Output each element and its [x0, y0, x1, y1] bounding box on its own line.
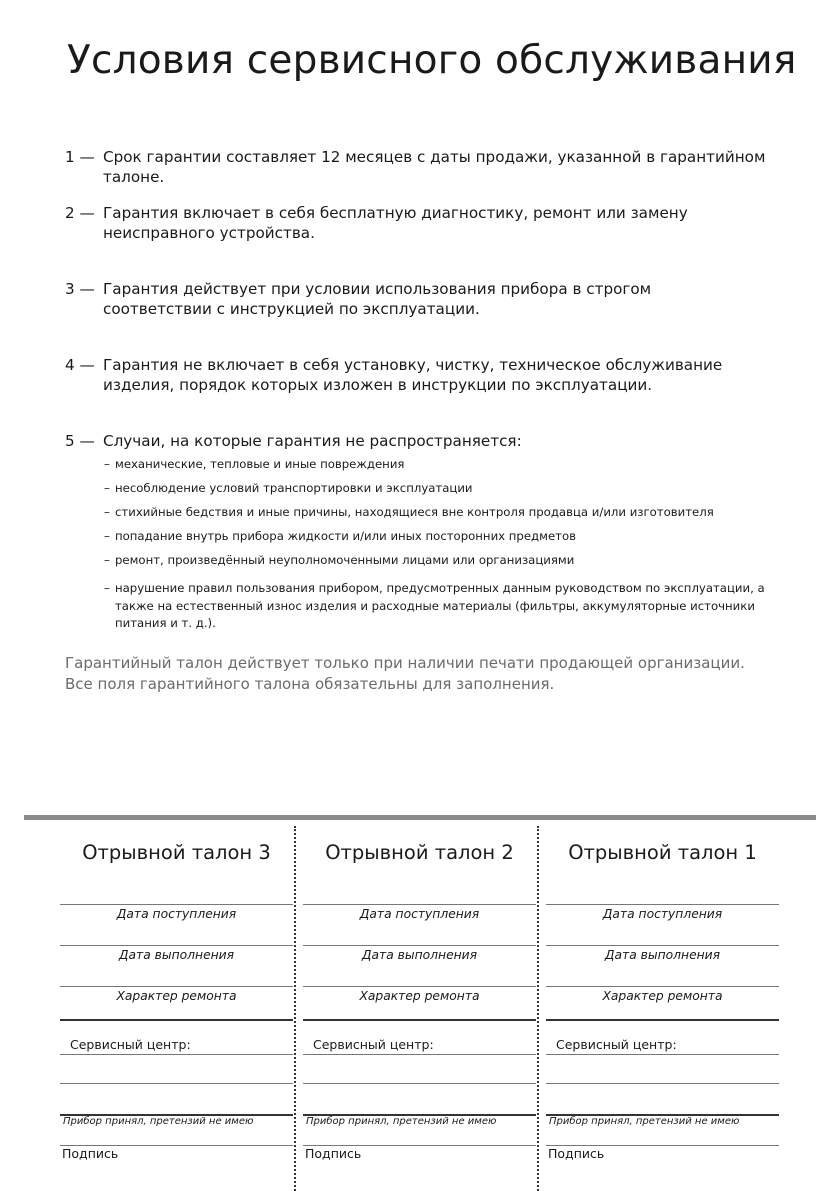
clause-text: Случаи, на которые гарантия не распространяется:: [103, 432, 522, 450]
clause-number: 1 —: [65, 148, 95, 166]
clause-text: Гарантия не включает в себя установку, чистку, техническое обслуживание изделия, порядок которых изложен в инструкции по эксплуатации.: [103, 356, 723, 394]
page-title: Условия сервисного обслуживания: [67, 38, 797, 83]
accepted-label: Прибор принял, претензий не имею: [306, 1116, 497, 1127]
cut-line: [24, 815, 816, 820]
service-center-label: Сервисный центр:: [556, 1037, 677, 1052]
coupon-title: Отрывной талон 2: [325, 841, 514, 864]
exclusion-item: [104, 580, 794, 633]
exclusion-item: [104, 552, 794, 570]
section-divider: [303, 1019, 536, 1021]
clause-4: [65, 355, 795, 395]
tear-off-coupon-2: [303, 826, 536, 1191]
field-received-label: Дата поступления: [602, 907, 723, 921]
field-line: [60, 904, 293, 905]
field-line: [546, 945, 779, 946]
clause-1: [65, 147, 795, 187]
field-line: [60, 986, 293, 987]
field-line: [546, 1054, 779, 1055]
field-completed-label: Дата выполнения: [604, 948, 721, 962]
signature-label: Подпись: [62, 1146, 119, 1161]
dash: –: [104, 457, 110, 471]
note-line-2: Все поля гарантийного талона обязательны для заполнения.: [65, 675, 555, 693]
clause-text: Гарантия включает в себя бесплатную диагностику, ремонт или замену неисправного устройства.: [103, 204, 688, 242]
field-line: [303, 904, 536, 905]
tear-off-coupon-1: [546, 826, 779, 1191]
exclusion-text: стихийные бедствия и иные причины, находящиеся вне контроля продавца и/или изготовителя: [115, 505, 714, 519]
exclusion-text: попадание внутрь прибора жидкости и/или иных посторонних предметов: [115, 529, 576, 543]
field-line: [546, 986, 779, 987]
field-received-label: Дата поступления: [359, 907, 480, 921]
field-line: [546, 1083, 779, 1084]
signature-label: Подпись: [305, 1146, 362, 1161]
field-line: [546, 904, 779, 905]
service-center-label: Сервисный центр:: [313, 1037, 434, 1052]
accepted-label: Прибор принял, претензий не имею: [549, 1116, 740, 1127]
clause-5: [65, 431, 795, 451]
clause-number: 4 —: [65, 356, 95, 374]
clause-text: Срок гарантии составляет 12 месяцев с даты продажи, указанной в гарантийном талоне.: [103, 148, 766, 186]
tear-off-coupon-3: [60, 826, 293, 1191]
exclusion-item: [104, 480, 794, 498]
dash: –: [104, 505, 110, 519]
field-repair-label: Характер ремонта: [116, 989, 237, 1003]
exclusion-text: несоблюдение условий транспортировки и эксплуатации: [115, 481, 473, 495]
field-repair-label: Характер ремонта: [602, 989, 723, 1003]
warranty-note: [65, 653, 805, 695]
field-line: [60, 1083, 293, 1084]
clause-number: 2 —: [65, 204, 95, 222]
exclusion-text: механические, тепловые и иные повреждения: [115, 457, 405, 471]
clause-number: 3 —: [65, 280, 95, 298]
dash: –: [104, 481, 110, 495]
clause-3: [65, 279, 795, 319]
signature-label: Подпись: [548, 1146, 605, 1161]
dash: –: [104, 581, 110, 595]
exclusion-item: [104, 456, 794, 474]
perforation-line: [537, 826, 539, 1191]
clause-number: 5 —: [65, 432, 95, 450]
field-line: [60, 945, 293, 946]
exclusion-text: нарушение правил пользования прибором, предусмотренных данным руководством по эксплуатации, а также на естественный износ изделия и расходные материалы (фильтры, аккумуляторные источники питания и т. д.).: [115, 581, 765, 630]
note-line-1: Гарантийный талон действует только при наличии печати продающей организации.: [65, 654, 745, 672]
accepted-label: Прибор принял, претензий не имею: [63, 1116, 254, 1127]
clause-text: Гарантия действует при условии использования прибора в строгом соответствии с инструкцией по эксплуатации.: [103, 280, 652, 318]
field-completed-label: Дата выполнения: [118, 948, 235, 962]
perforation-line: [294, 826, 296, 1191]
field-line: [303, 986, 536, 987]
exclusion-item: [104, 504, 794, 522]
dash: –: [104, 529, 110, 543]
field-line: [303, 1083, 536, 1084]
service-center-label: Сервисный центр:: [70, 1037, 191, 1052]
field-received-label: Дата поступления: [116, 907, 237, 921]
exclusion-text: ремонт, произведённый неуполномоченными лицами или организациями: [115, 553, 575, 567]
field-completed-label: Дата выполнения: [361, 948, 478, 962]
section-divider: [60, 1019, 293, 1021]
coupon-title: Отрывной талон 1: [568, 841, 757, 864]
clause-2: [65, 203, 795, 243]
field-line: [303, 945, 536, 946]
field-line: [60, 1054, 293, 1055]
dash: –: [104, 553, 110, 567]
exclusion-item: [104, 528, 794, 546]
section-divider: [546, 1019, 779, 1021]
field-line: [303, 1054, 536, 1055]
field-repair-label: Характер ремонта: [359, 989, 480, 1003]
coupon-title: Отрывной талон 3: [82, 841, 271, 864]
